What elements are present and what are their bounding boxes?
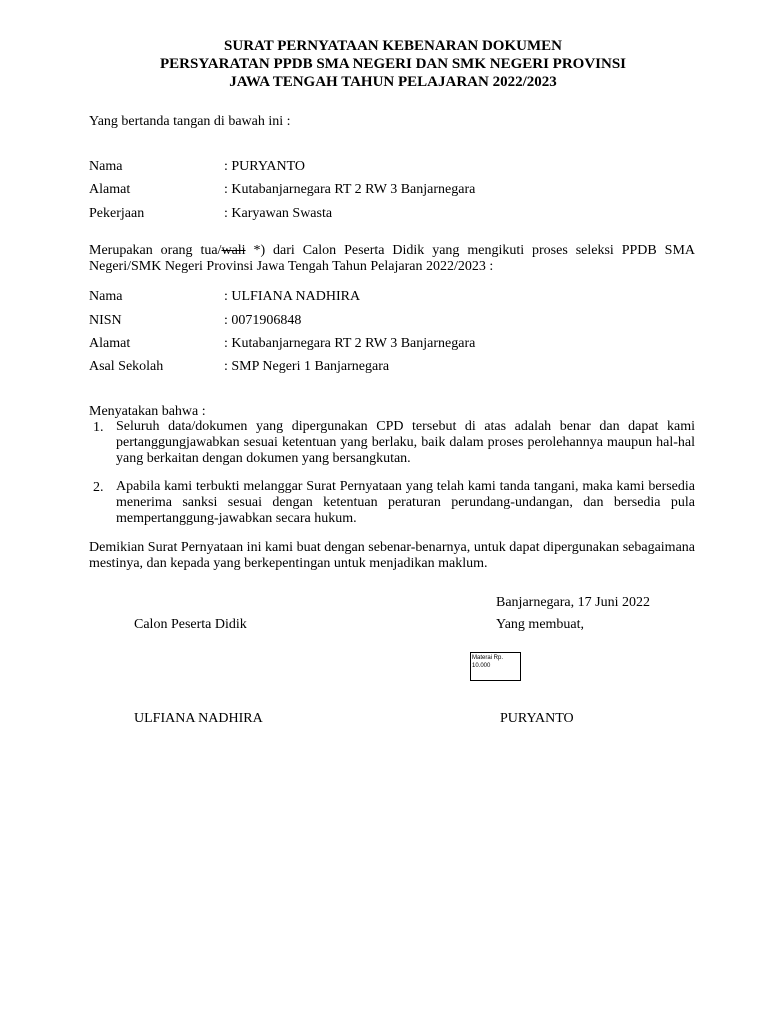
list-item-text: Apabila kami terbukti melanggar Surat Pernyataan yang telah kami tanda tangani, maka kami bersedia menerima sanksi sesuai dengan ketentuan peraturan perundang-undangan, dan bersedia pula mempertanggung-jawabkan secara hukum. bbox=[116, 479, 695, 526]
statement-struck-word: wali bbox=[221, 243, 246, 258]
parent-address-label: Alamat bbox=[89, 182, 131, 197]
student-nisn-label: NISN bbox=[89, 313, 122, 328]
student-school-label: Asal Sekolah bbox=[89, 359, 164, 374]
title-line-1: SURAT PERNYATAAN KEBENARAN DOKUMEN bbox=[224, 38, 562, 54]
student-address-value: : Kutabanjarnegara RT 2 RW 3 Banjarnegara bbox=[224, 336, 476, 351]
stamp-box bbox=[470, 652, 521, 681]
parent-address-value: : Kutabanjarnegara RT 2 RW 3 Banjarnegara bbox=[224, 182, 476, 197]
student-nisn-value: : 0071906848 bbox=[224, 313, 302, 328]
stamp-label: Materai Rp. bbox=[472, 655, 504, 661]
student-school-value: : SMP Negeri 1 Banjarnegara bbox=[224, 359, 390, 374]
student-name-label: Nama bbox=[89, 289, 123, 304]
document-title bbox=[0, 37, 768, 91]
student-name-value: : ULFIANA NADHIRA bbox=[224, 289, 361, 304]
closing-paragraph: Demikian Surat Pernyataan ini kami buat dengan sebenar-benarnya, untuk dapat dipergunakan sebagaimana mestinya, dan kepada yang berkepentingan untuk menjadikan maklum. bbox=[89, 540, 695, 571]
list-item-text: Seluruh data/dokumen yang dipergunakan CPD tersebut di atas adalah benar dan dapat kami pertanggungjawabkan sesuai ketentuan yang berlaku, baik dalam proses perolehannya maupun hal-hal yang berkaitan dengan dokumen yang bersangkutan. bbox=[116, 419, 695, 466]
parent-job-label: Pekerjaan bbox=[89, 206, 145, 221]
stamp-amount: 10.000 bbox=[472, 663, 491, 669]
left-signatory-role: Calon Peserta Didik bbox=[134, 617, 247, 632]
list-item-number: 1. bbox=[93, 420, 104, 435]
statement-part-2: *) dari Calon Peserta Didik yang mengikuti proses seleksi PPDB SMA Negeri/SMK Negeri Provinsi Jawa Tengah Tahun Pelajaran 2022/2023 : bbox=[89, 243, 695, 274]
declaration-heading: Menyatakan bahwa : bbox=[89, 404, 206, 419]
right-signatory-name: PURYANTO bbox=[500, 711, 574, 726]
parent-name-value: : PURYANTO bbox=[224, 159, 306, 174]
statement-paragraph bbox=[89, 243, 695, 275]
title-line-3: JAWA TENGAH TAHUN PELAJARAN 2022/2023 bbox=[229, 74, 557, 90]
left-signatory-name: ULFIANA NADHIRA bbox=[134, 711, 263, 726]
intro-text: Yang bertanda tangan di bawah ini : bbox=[89, 114, 291, 129]
right-signatory-role: Yang membuat, bbox=[496, 617, 585, 632]
parent-job-value: : Karyawan Swasta bbox=[224, 206, 333, 221]
statement-part-1: Merupakan orang tua/ bbox=[89, 243, 222, 258]
student-address-label: Alamat bbox=[89, 336, 131, 351]
parent-name-label: Nama bbox=[89, 159, 123, 174]
place-date: Banjarnegara, 17 Juni 2022 bbox=[496, 595, 650, 610]
list-item-number: 2. bbox=[93, 480, 104, 495]
title-line-2: PERSYARATAN PPDB SMA NEGERI DAN SMK NEGERI PROVINSI bbox=[159, 56, 627, 72]
